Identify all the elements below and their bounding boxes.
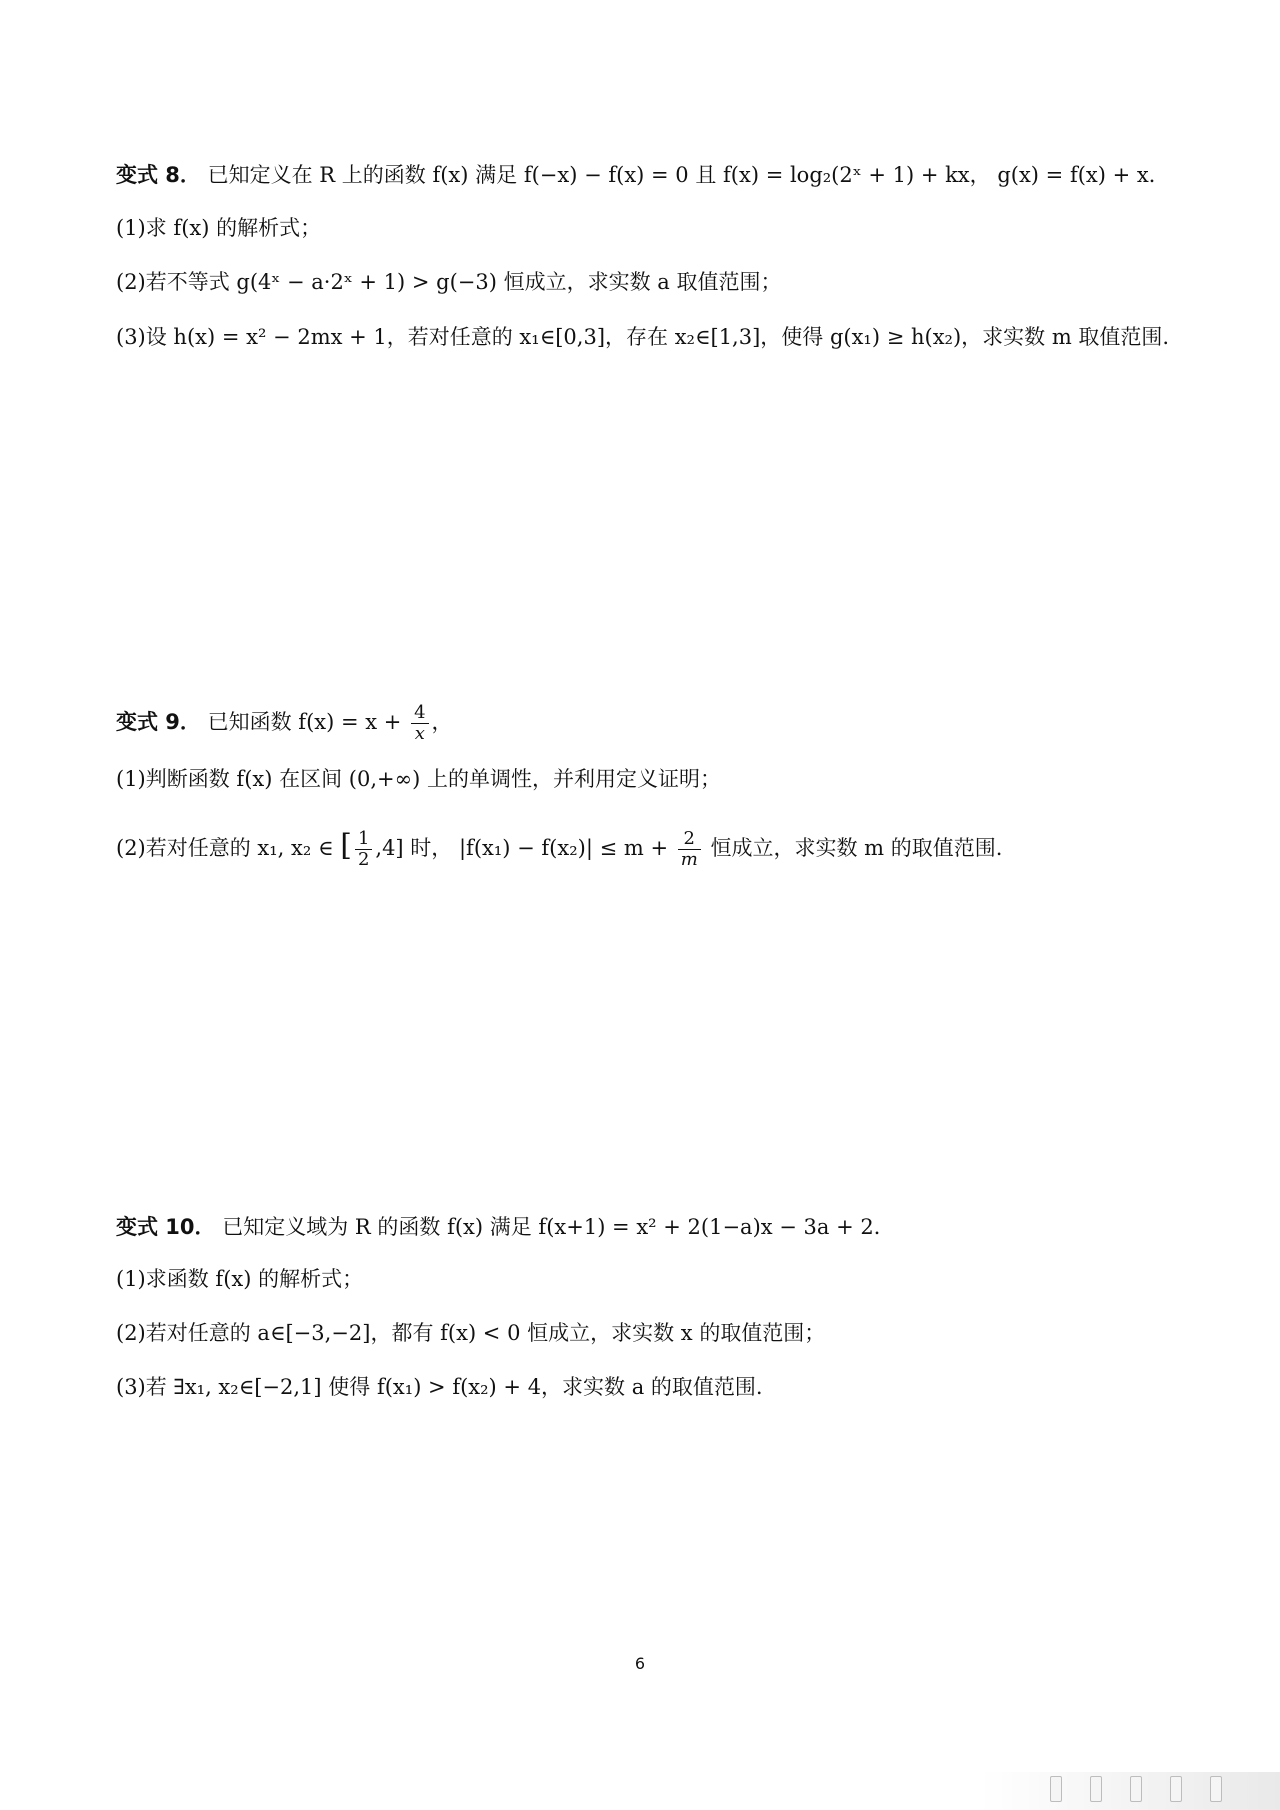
- problem-9-part-1: (1)判断函数 f(x) 在区间 (0,+∞) 上的单调性，并利用定义证明；: [116, 767, 721, 791]
- problem-8-label: 变式 8．: [116, 163, 201, 187]
- problem-8-part-2: (2)若不等式 g(4ˣ − a·2ˣ + 1) > g(−3) 恒成立，求实数 a 取值范围；: [116, 270, 782, 294]
- page-number: 6: [634, 1654, 646, 1673]
- problem-9-part-2-fraction-2: [678, 829, 701, 870]
- problem-10-text: 已知定义域为 R 的函数 f(x) 满足 f(x+1) = x² + 2(1−a)x − 3a + 2．: [222, 1215, 895, 1239]
- edge-mark-icon: [1050, 1776, 1062, 1802]
- problem-8-statement: [116, 158, 1246, 192]
- problem-9-part-2: (2)若对任意的 x₁, x₂ ∈ [ $\frac{1}{2}$ ,4] 时， |f(x₁) − f(x₂)| ≤ m + $\frac{2}{m}$ 恒成立，求实数 m 的取值范围.: [116, 828, 1003, 870]
- problem-9-part-2-middle: ,4] 时， |f(x₁) − f(x₂)| ≤ m +: [375, 836, 669, 860]
- problem-8-text: 已知定义在 R 上的函数 f(x) 满足 f(−x) − f(x) = 0 且 f(x) = log₂(2ˣ + 1) + kx， g(x) = f(x) + x．: [207, 163, 1170, 187]
- edge-mark-icon: [1170, 1776, 1182, 1802]
- problem-10-label: 变式 10．: [116, 1215, 216, 1239]
- problem-9-part-2-fraction: [355, 829, 372, 870]
- problem-9-part-2-frac-numerator: 1: [355, 829, 372, 850]
- problem-10-part-1: (1)求函数 f(x) 的解析式；: [116, 1267, 364, 1291]
- problem-8-part-3: (3)设 h(x) = x² − 2mx + 1，若对任意的 x₁∈[0,3]，存在 x₂∈[1,3]，使得 g(x₁) ≥ h(x₂)，求实数 m 取值范围.: [116, 325, 1170, 349]
- problem-9-frac-denominator: x: [414, 723, 425, 744]
- edge-mark-icon: [1210, 1776, 1222, 1802]
- problem-9-text-prefix: 已知函数 f(x) = x +: [207, 710, 402, 734]
- problem-10-part-3: (3)若 ∃x₁, x₂∈[−2,1] 使得 f(x₁) > f(x₂) + 4，求实数 a 的取值范围.: [116, 1375, 763, 1399]
- problem-9-frac-numerator: 4: [411, 703, 428, 724]
- edge-mark-icon: [1090, 1776, 1102, 1802]
- problem-9-statement: [116, 697, 1246, 747]
- problem-9-part-2-prefix: (2)若对任意的 x₁, x₂ ∈: [116, 836, 334, 860]
- problem-9-part-2-frac2-denominator: m: [680, 849, 698, 870]
- problem-9-part-2-frac2-numerator: 2: [678, 829, 701, 850]
- problem-9-part-2-frac-denominator: 2: [357, 849, 370, 870]
- problem-9-fraction: [411, 703, 428, 744]
- problem-10-statement: [116, 1210, 1246, 1244]
- problem-9-text-suffix: ，: [431, 710, 453, 734]
- problem-10-part-2: (2)若对任意的 a∈[−3,−2]，都有 f(x) < 0 恒成立，求实数 x 的取值范围；: [116, 1321, 826, 1345]
- problem-9-part-2-suffix: 恒成立，求实数 m 的取值范围.: [710, 836, 1003, 860]
- problem-9-label: 变式 9．: [116, 710, 201, 734]
- problem-8-part-1: (1)求 f(x) 的解析式；: [116, 216, 322, 240]
- edge-mark-icon: [1130, 1776, 1142, 1802]
- page-bottom-edge: [980, 1772, 1280, 1810]
